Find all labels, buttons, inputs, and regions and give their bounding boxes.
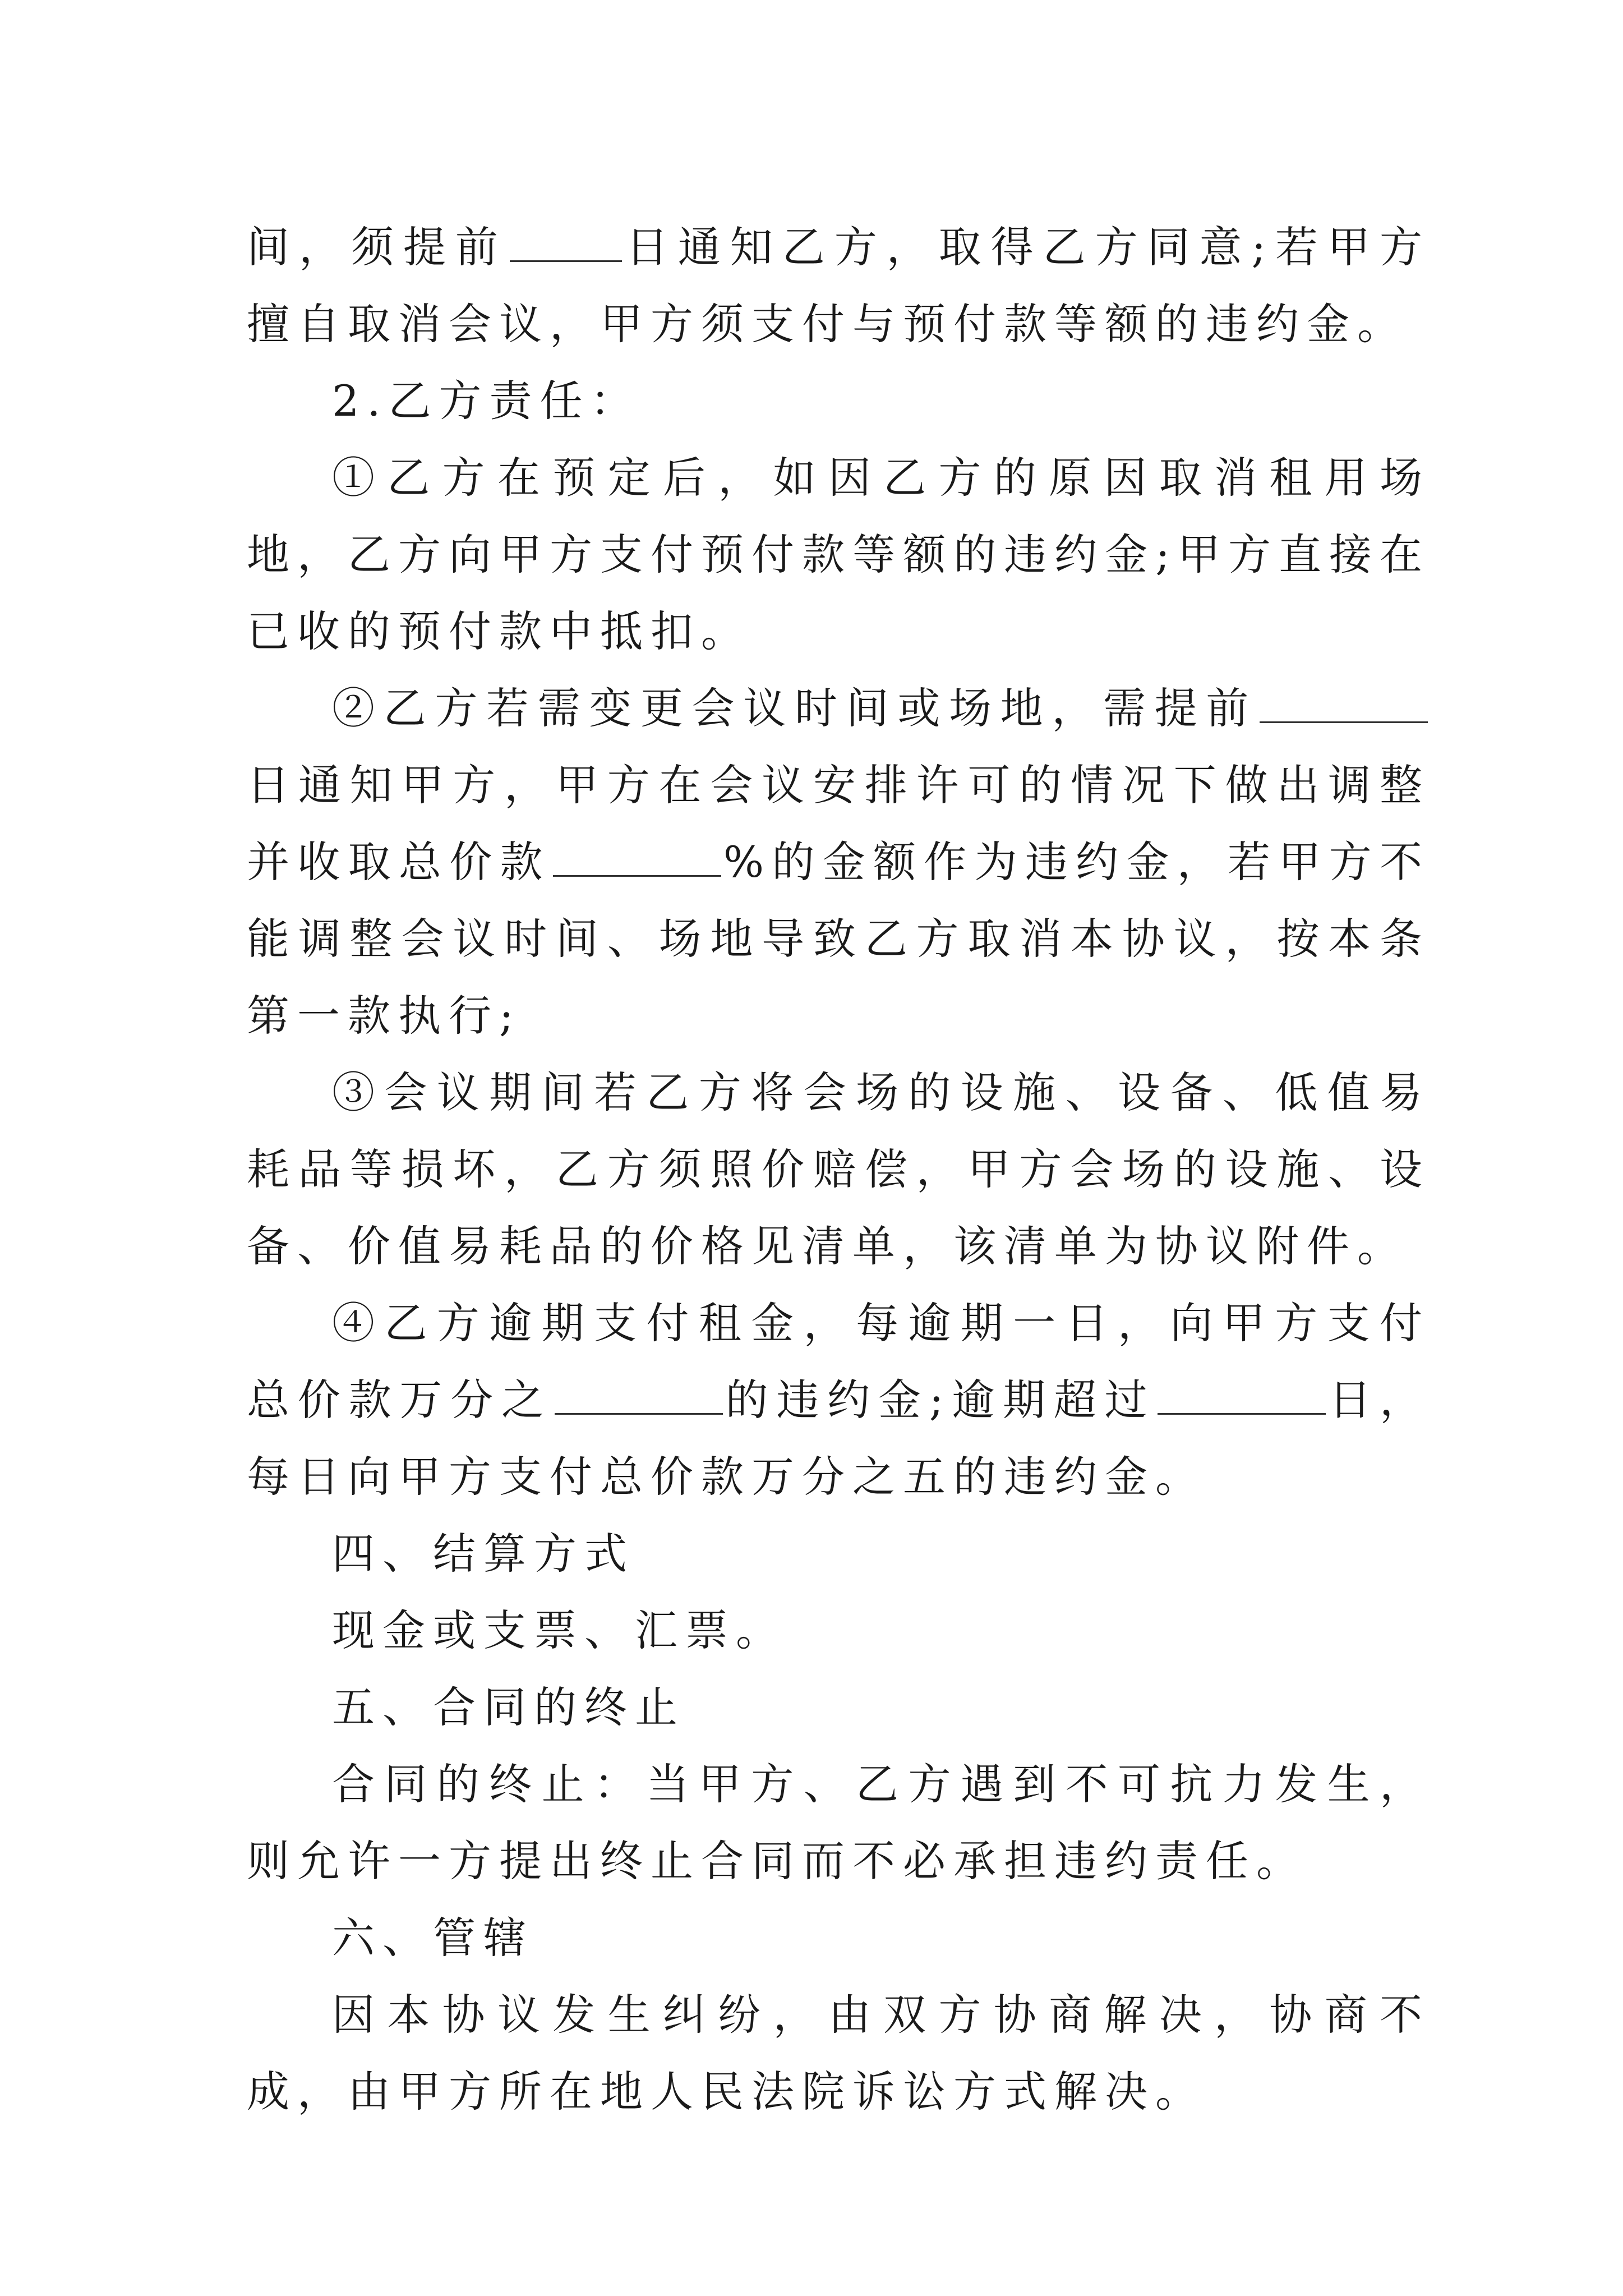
paragraph-text: 间，须提前 [247, 222, 508, 272]
section-heading-settlement: 四、结算方式 [332, 1529, 635, 1579]
paragraph-text: %的金额作为违约金，若甲方不能调整会议时间、场地导致乙方取消本协议，按本条第一款执行; [247, 837, 1430, 1041]
blank-field-days [1158, 1375, 1326, 1415]
document-body [247, 209, 1430, 2130]
paragraph-clause-4 [247, 1285, 1430, 1515]
paragraph-text: 日，每日向甲方支付总价款万分之五的违约金。 [247, 1375, 1431, 1502]
blank-field-days [510, 222, 622, 262]
section-heading-termination: 五、合同的终止 [332, 1682, 685, 1732]
section-heading-party-b-liability: 2.乙方责任： [332, 376, 641, 426]
paragraph-jurisdiction: 因本协议发生纠纷，由双方协商解决，协商不成，由甲方所在地人民法院诉讼方式解决。 [247, 1990, 1430, 2116]
paragraph-text: 日通知甲方，甲方在会议安排许可的情况下做出调整并收取总价款 [247, 760, 1430, 887]
paragraph-text: ④乙方逾期支付租金，每逾期一日，向甲方支付总价款万分之 [247, 1298, 1430, 1425]
paragraph-notice-cancellation [247, 209, 1430, 362]
paragraph-clause-1: ①乙方在预定后，如因乙方的原因取消租用场地，乙方向甲方支付预付款等额的违约金;甲方直接在已收的预付款中抵扣。 [247, 453, 1430, 656]
blank-field-days [1260, 683, 1428, 723]
paragraph-text: 的违约金;逾期超过 [725, 1375, 1156, 1425]
blank-field-rate [555, 1375, 723, 1415]
paragraph-text: 日通知乙方，取得乙方同意;若甲方擅自取消会议，甲方须支付与预付款等额的违约金。 [247, 222, 1431, 349]
paragraph-clause-2 [247, 670, 1430, 1054]
paragraph-text: ②乙方若需变更会议时间或场地，需提前 [332, 683, 1257, 733]
blank-field-percent [553, 837, 721, 877]
section-heading-jurisdiction: 六、管辖 [332, 1913, 534, 1963]
paragraph-termination: 合同的终止：当甲方、乙方遇到不可抗力发生，则允许一方提出终止合同而不必承担违约责任。 [247, 1759, 1430, 1886]
paragraph-clause-3: ③会议期间若乙方将会场的设施、设备、低值易耗品等损坏，乙方须照价赔偿，甲方会场的设施、设备、价值易耗品的价格见清单，该清单为协议附件。 [247, 1068, 1430, 1271]
paragraph-settlement: 现金或支票、汇票。 [332, 1605, 786, 1655]
